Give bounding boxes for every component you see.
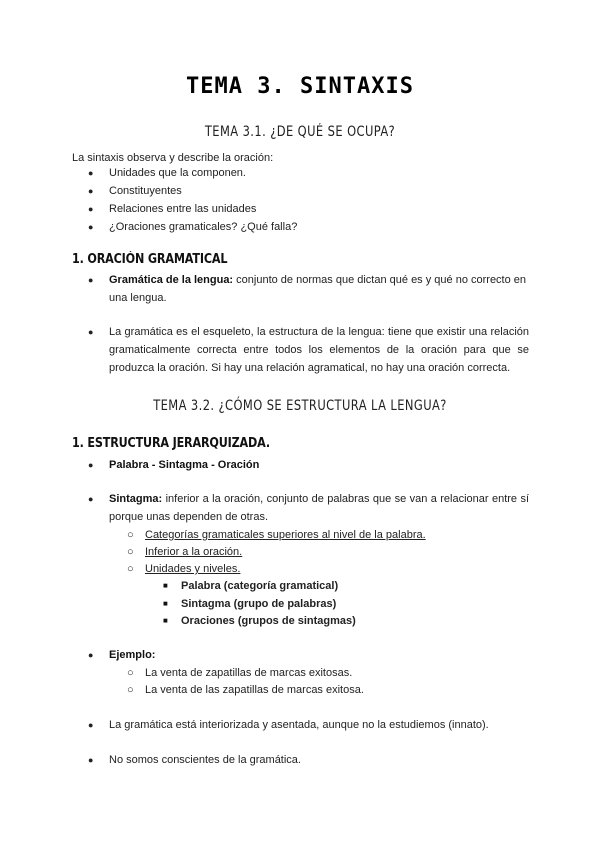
sub-item-unidades: Unidades y niveles.	[145, 563, 241, 575]
subsub-item-sintagma: Sintagma (grupo de palabras)	[181, 598, 337, 610]
bullet-icon: ●	[88, 327, 94, 337]
subsub-item-palabra: Palabra (categoría gramatical)	[181, 580, 339, 592]
subtitle-3-1: TEMA 3.1. ¿DE QUÉ SE OCUPA?	[204, 124, 396, 140]
document-title: TEMA 3. SINTAXIS	[186, 74, 414, 99]
term-gramatica-lengua: Gramática de la lengua:	[109, 274, 234, 286]
bullet-icon: ●	[88, 494, 94, 504]
hierarchy-label: Palabra - Sintagma - Oración	[109, 459, 260, 471]
ejemplo-label: Ejemplo:	[109, 649, 156, 661]
bullet-esqueleto: La gramática es el esqueleto, la estructura de la lengua: tiene que existir una relación gramaticalmente correcta entre todos los elementos de la oración para que se produzca la oración. Si hay una relación agramatical, no hay una oración correcta.	[109, 326, 529, 374]
sub-item-inferior: Inferior a la oración.	[145, 546, 243, 558]
intro-bullet-4: ¿Oraciones gramaticales? ¿Qué falla?	[109, 221, 298, 233]
bullet-sintagma	[109, 490, 529, 526]
bullet-icon: ●	[88, 204, 94, 214]
bullet-ejemplo	[109, 646, 529, 664]
definition-gramatica-lengua: conjunto de normas que dictan qué es y qué no correcto en una lengua.	[109, 274, 527, 304]
intro-bullet-2: Constituyentes	[109, 185, 182, 197]
square-bullet-icon: ■	[163, 599, 168, 608]
bullet-palabra-sintagma-oracion	[109, 456, 529, 474]
square-bullet-icon: ■	[163, 616, 168, 625]
bullet-gramatica-interiorizada: La gramática está interiorizada y asentada, aunque no la estudiemos (innato).	[109, 719, 489, 731]
ejemplo-1: La venta de zapatillas de marcas exitosas.	[145, 667, 353, 679]
circle-bullet-icon: ○	[127, 529, 134, 541]
bullet-icon: ●	[88, 186, 94, 196]
sub-item-categorias: Categorías gramaticales superiores al nivel de la palabra.	[145, 529, 426, 541]
subtitle-3-2: TEMA 3.2. ¿CÓMO SE ESTRUCTURA LA LENGUA?	[153, 398, 447, 414]
intro-bullet-1: Unidades que la componen.	[109, 167, 246, 179]
bullet-icon: ●	[88, 222, 94, 232]
circle-bullet-icon: ○	[127, 546, 134, 558]
bullet-icon: ●	[88, 720, 94, 730]
bullet-gramatica-lengua	[109, 271, 529, 307]
section-heading-estructura-jerarquizada: 1. ESTRUCTURA JERARQUIZADA.	[72, 436, 270, 451]
circle-bullet-icon: ○	[127, 684, 134, 696]
bullet-icon: ●	[88, 460, 94, 470]
square-bullet-icon: ■	[163, 581, 168, 590]
intro-bullet-3: Relaciones entre las unidades	[109, 203, 257, 215]
bullet-icon: ●	[88, 650, 94, 660]
term-sintagma: Sintagma:	[109, 493, 163, 505]
bullet-icon: ●	[88, 755, 94, 765]
intro-paragraph: La sintaxis observa y describe la oración:	[72, 152, 274, 164]
bullet-no-conscientes: No somos conscientes de la gramática.	[109, 754, 301, 766]
section-heading-oracion-gramatical: 1. ORACIÓN GRAMATICAL	[72, 252, 228, 267]
definition-sintagma: inferior a la oración, conjunto de palabras que se van a relacionar entre sí porque unas dependen de otras.	[109, 493, 529, 523]
subsub-item-oraciones: Oraciones (grupos de sintagmas)	[181, 615, 356, 627]
circle-bullet-icon: ○	[127, 667, 134, 679]
bullet-icon: ●	[88, 168, 94, 178]
ejemplo-2: La venta de las zapatillas de marcas exitosa.	[145, 684, 364, 696]
bullet-icon: ●	[88, 275, 94, 285]
circle-bullet-icon: ○	[127, 563, 134, 575]
